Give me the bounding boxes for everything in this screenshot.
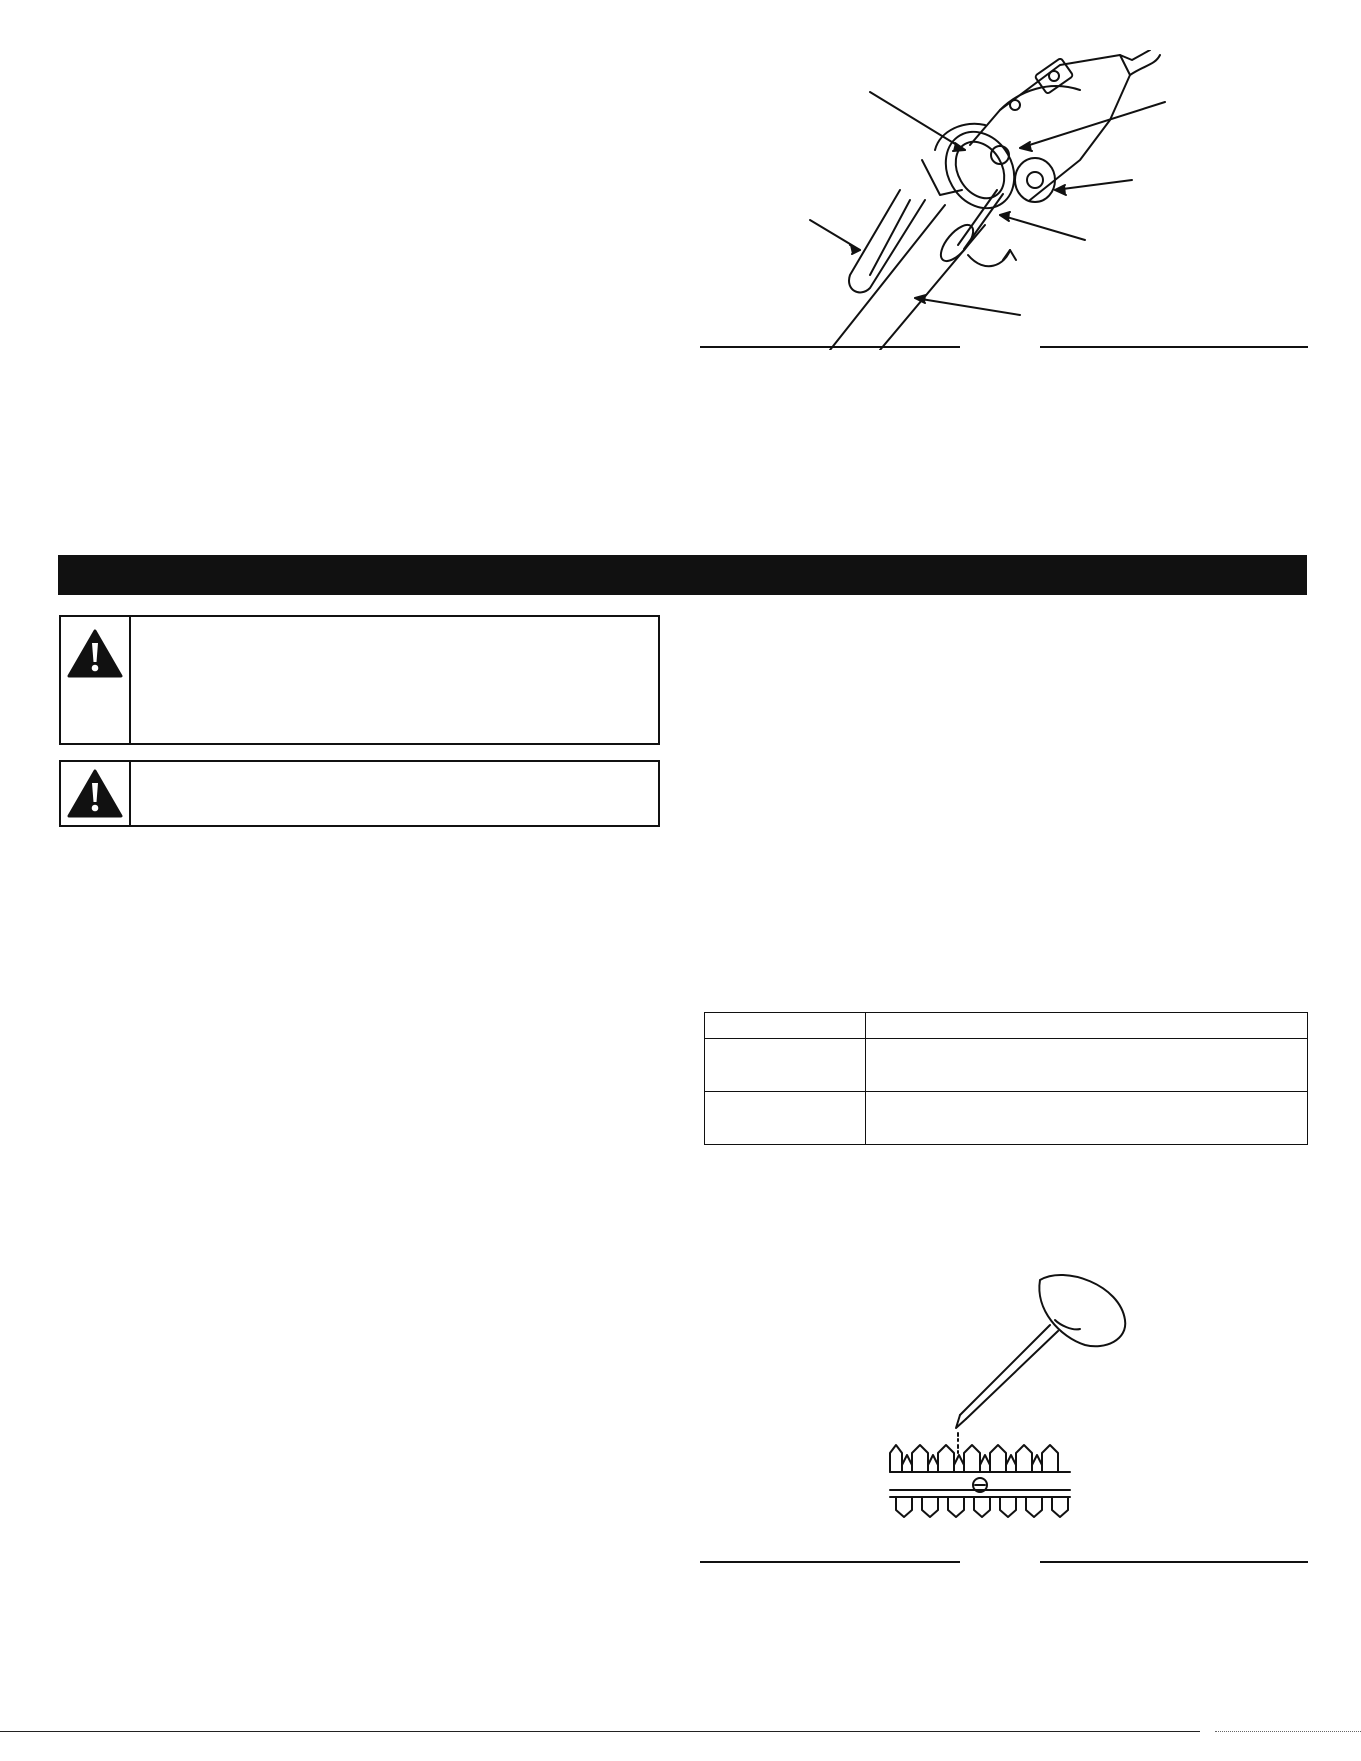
warning-box — [59, 760, 660, 827]
spec-table — [704, 1012, 1308, 1145]
footer-rule — [0, 1731, 1200, 1732]
warning-triangle-icon — [67, 629, 123, 679]
coupler-assembly-figure — [700, 50, 1320, 350]
warning-text — [131, 617, 658, 743]
warning-box — [59, 615, 660, 745]
footer-rule-dotted — [1215, 1731, 1361, 1732]
table-cell — [866, 1039, 1308, 1092]
warning-triangle-icon — [67, 769, 123, 819]
table-cell — [866, 1013, 1308, 1039]
table-row — [705, 1039, 1308, 1092]
table-cell — [866, 1092, 1308, 1145]
table-cell — [705, 1039, 866, 1092]
table-cell — [705, 1013, 866, 1039]
table-row — [705, 1092, 1308, 1145]
warning-icon-cell — [61, 617, 131, 743]
maintenance-header-bar — [58, 555, 1307, 595]
table-header-row — [705, 1013, 1308, 1039]
table-cell — [705, 1092, 866, 1145]
warning-icon-cell — [61, 762, 131, 825]
blade-oiling-figure — [700, 1265, 1320, 1570]
warning-text — [131, 762, 658, 825]
